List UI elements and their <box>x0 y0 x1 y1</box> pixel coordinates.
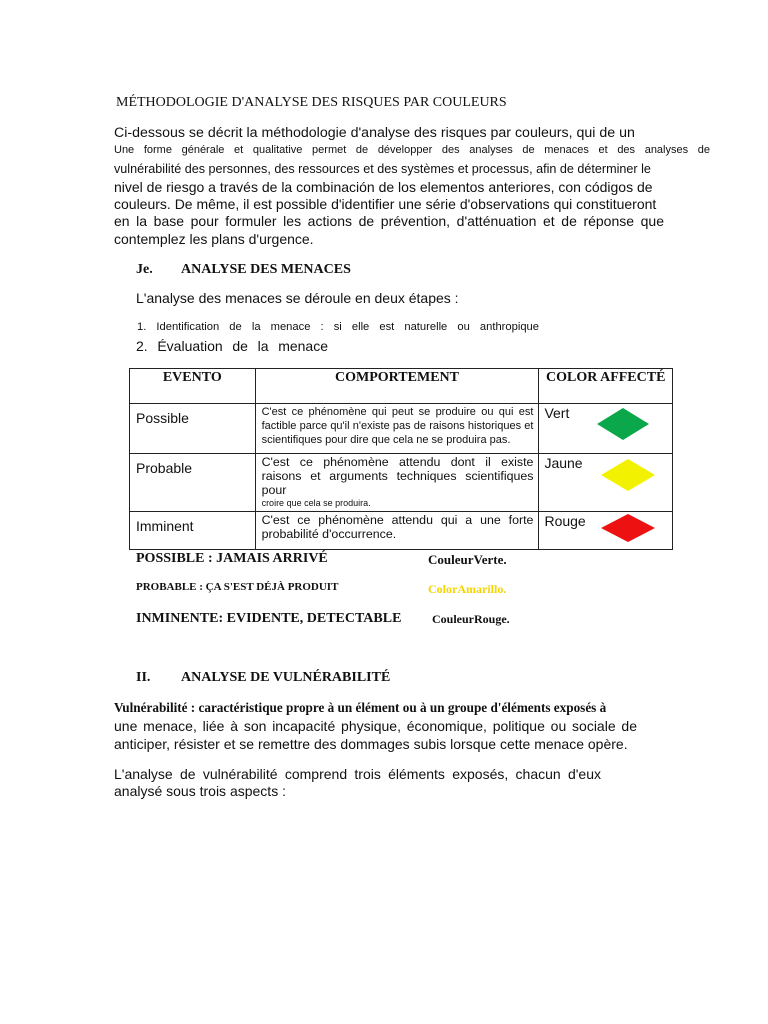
color-name: Jaune <box>544 455 583 471</box>
description-text: C'est ce phénomène attendu qui a une forte probabilité d'occurrence. <box>261 513 534 541</box>
description-text: C'est ce phénomène qui peut se produire ou qui est factible parce qu'il n'existe pas de raisons historiques et scientifiques pour dire que cela ne se produira pas. <box>261 406 534 446</box>
color-cell <box>539 404 673 454</box>
intro-line: vulnérabilité des personnes, des ressources et des systèmes et processus, afin de déterminer le <box>114 162 651 176</box>
table-row <box>130 512 673 550</box>
intro-line: couleurs. De même, il est possible d'identifier une série d'observations qui constitueront <box>114 196 657 212</box>
event-level: Possible <box>130 404 256 454</box>
legend-color-text: CouleurVerte. <box>428 552 507 567</box>
intro-line: contemplez les plans d'urgence. <box>114 231 314 247</box>
legend-color-text: CouleurRouge. <box>432 612 510 626</box>
intro-line: en la base pour formuler les actions de prévention, d'atténuation et de réponse que <box>114 213 664 229</box>
section-heading: ANALYSE DE VULNÉRABILITÉ <box>181 670 391 685</box>
legend-label: POSSIBLE : JAMAIS ARRIVÉ <box>136 551 328 566</box>
definition-line: Vulnérabilité : caractéristique propre à un élément ou à un groupe d'éléments exposés à <box>114 700 607 715</box>
color-cell <box>539 512 673 550</box>
body-line: une menace, liée à son incapacité physique, économique, politique ou sociale de <box>114 718 637 734</box>
intro-line: nivel de riesgo a través de la combinación de los elementos anteriores, con códigos de <box>114 179 653 195</box>
body-line: analysé sous trois aspects : <box>114 783 286 799</box>
event-description <box>255 454 539 512</box>
document-title: MÉTHODOLOGIE D'ANALYSE DES RISQUES PAR COULEURS <box>116 95 507 110</box>
diamond-shape <box>597 408 649 440</box>
section-intro: L'analyse des menaces se déroule en deux étapes : <box>136 290 459 306</box>
body-line: anticiper, résister et se remettre des dommages subis lorsque cette menace opère. <box>114 736 628 752</box>
color-cell <box>539 454 673 512</box>
event-level: Imminent <box>130 512 256 550</box>
yellow-diamond-icon <box>600 458 656 492</box>
color-name: Rouge <box>544 513 586 529</box>
legend-label: PROBABLE : ÇA S'EST DÉJÀ PRODUIT <box>136 581 339 593</box>
green-diamond-icon <box>596 407 650 441</box>
body-line: L'analyse de vulnérabilité comprend trois éléments exposés, chacun d'eux <box>114 766 601 782</box>
table-header: EVENTO <box>130 369 256 404</box>
table-row <box>130 404 673 454</box>
legend-label: INMINENTE: EVIDENTE, DETECTABLE <box>136 611 402 626</box>
section-number: II. <box>136 670 151 685</box>
step-item: 2. Évaluation de la menace <box>136 338 328 354</box>
section-heading: ANALYSE DES MENACES <box>181 262 351 277</box>
diamond-shape <box>601 459 655 491</box>
table-header: COMPORTEMENT <box>255 369 539 404</box>
event-description <box>255 512 539 550</box>
table-header: COLOR AFFECTÉ <box>539 369 673 404</box>
color-name: Vert <box>544 405 570 421</box>
intro-line: Une forme générale et qualitative permet de développer des analyses de menaces et des analyses de <box>114 144 710 156</box>
red-diamond-icon <box>600 513 656 543</box>
table-header-row <box>130 369 673 404</box>
diamond-shape <box>601 514 655 542</box>
legend-color-text: ColorAmarillo. <box>428 582 507 596</box>
description-text-small: croire que cela se produira. <box>261 498 371 508</box>
threat-table <box>129 368 673 550</box>
event-description <box>255 404 539 454</box>
description-text: C'est ce phénomène attendu dont il existe raisons et arguments techniques scientifiques pour <box>261 455 534 497</box>
event-level: Probable <box>130 454 256 512</box>
table-row <box>130 454 673 512</box>
section-number: Je. <box>136 262 153 277</box>
step-item: 1. Identification de la menace : si elle est naturelle ou anthropique <box>137 321 539 333</box>
intro-line: Ci-dessous se décrit la méthodologie d'analyse des risques par couleurs, qui de un <box>114 125 635 141</box>
